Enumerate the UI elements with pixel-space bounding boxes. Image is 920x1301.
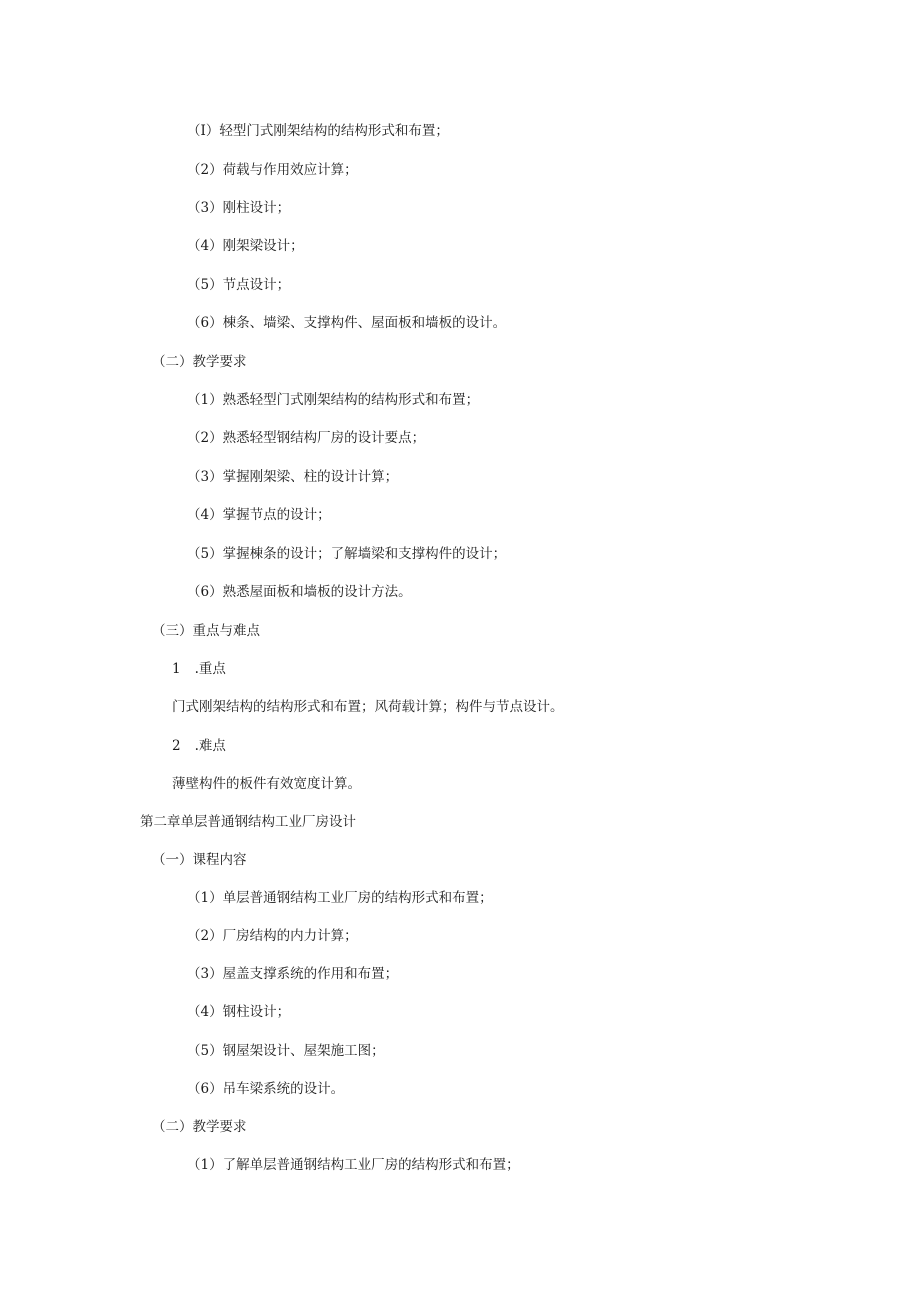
- subsection-heading: [172, 659, 226, 679]
- content-item: （I）轻型门式刚架结构的结构形式和布置；: [187, 123, 449, 139]
- section-heading: （三）重点与难点: [152, 623, 260, 639]
- content-item: （4）钢柱设计；: [187, 1004, 291, 1020]
- content-item: （5）钢屋架设计、屋架施工图；: [187, 1043, 385, 1059]
- content-item: （2）熟悉轻型钢结构厂房的设计要点；: [187, 430, 426, 446]
- chapter-title: 第二章单层普通钢结构工业厂房设计: [140, 814, 356, 830]
- subsection-title: .重点: [194, 661, 226, 677]
- content-item: （2）荷载与作用效应计算；: [187, 162, 358, 178]
- subsection-title: .难点: [194, 738, 226, 754]
- paragraph: 门式刚架结构的结构形式和布置；风荷载计算；构件与节点设计。: [172, 699, 564, 715]
- content-item: （1）单层普通钢结构工业厂房的结构形式和布置；: [187, 890, 493, 906]
- paragraph: 薄壁构件的板件有效宽度计算。: [172, 776, 361, 792]
- content-item: （3）屋盖支撑系统的作用和布置；: [187, 966, 399, 982]
- subsection-number: 2: [172, 738, 181, 754]
- content-item: （6）熟悉屋面板和墙板的设计方法。: [187, 584, 412, 600]
- subsection-number: 1: [172, 661, 181, 677]
- section-heading: （二）教学要求: [152, 354, 247, 370]
- content-item: （3）刚柱设计；: [187, 200, 291, 216]
- content-item: （4）刚架梁设计；: [187, 238, 304, 254]
- content-item: （6）吊车梁系统的设计。: [187, 1081, 345, 1097]
- content-item: （1）熟悉轻型门式刚架结构的结构形式和布置；: [187, 392, 480, 408]
- subsection-heading: [172, 736, 226, 756]
- content-item: （5）掌握棟条的设计；了解墙梁和支撑构件的设计；: [187, 546, 507, 562]
- section-heading: （一）课程内容: [152, 852, 247, 868]
- content-item: （4）掌握节点的设计；: [187, 507, 331, 523]
- content-item: （5）节点设计；: [187, 277, 291, 293]
- content-item: （6）棟条、墙梁、支撑构件、屋面板和墙板的设计。: [187, 315, 507, 331]
- content-item: （2）厂房结构的内力计算；: [187, 928, 358, 944]
- section-heading: （二）教学要求: [152, 1119, 247, 1135]
- content-item: （1）了解单层普通钢结构工业厂房的结构形式和布置；: [187, 1157, 520, 1173]
- content-item: （3）掌握刚架梁、柱的设计计算；: [187, 469, 399, 485]
